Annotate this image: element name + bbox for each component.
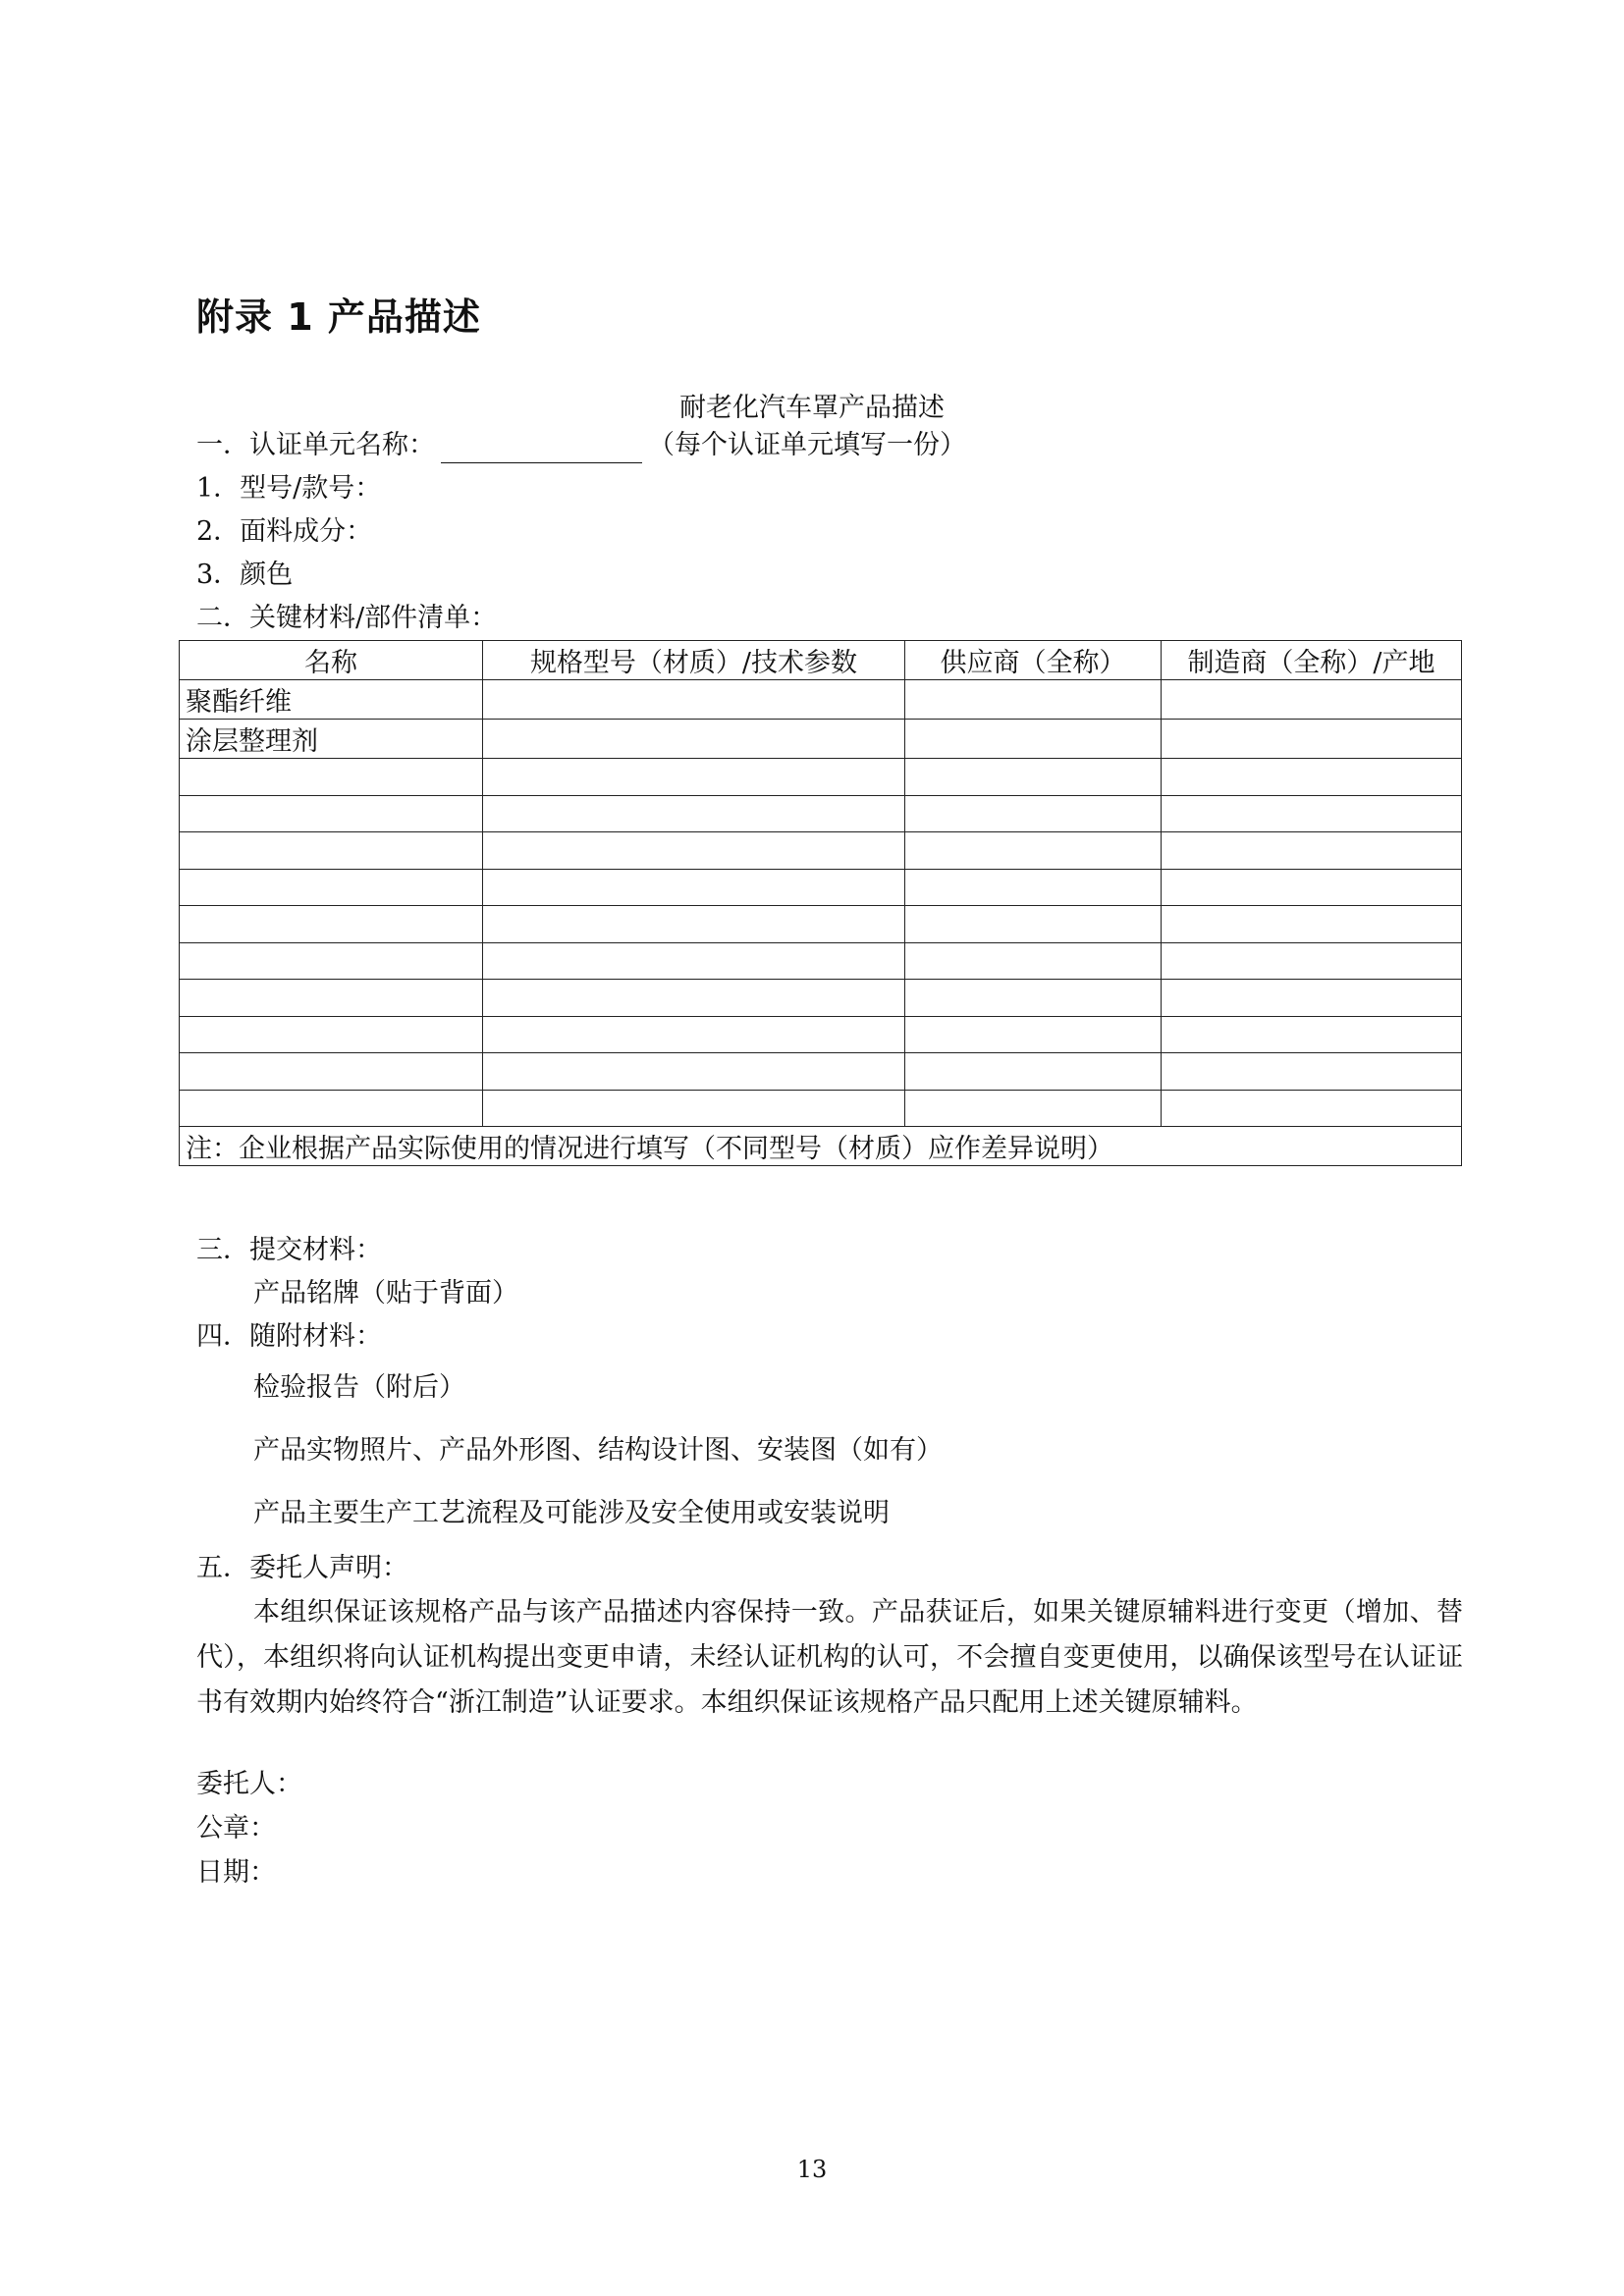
table-row <box>180 1053 1462 1091</box>
table-cell[interactable] <box>905 942 1162 980</box>
item-color: 3．颜色 <box>196 560 294 590</box>
table-cell[interactable] <box>905 980 1162 1017</box>
table-cell[interactable] <box>180 1090 483 1127</box>
table-cell[interactable] <box>1162 942 1462 980</box>
table-row <box>180 720 1462 759</box>
table-cell[interactable] <box>483 759 905 796</box>
header-spec: 规格型号（材质）/技术参数 <box>483 641 905 680</box>
section1-note: （每个认证单元填写一份） <box>648 430 966 460</box>
table-row <box>180 869 1462 906</box>
table-cell[interactable] <box>180 1053 483 1091</box>
item-model: 1．型号/款号： <box>196 473 382 504</box>
table-cell[interactable] <box>1162 1090 1462 1127</box>
table-row <box>180 680 1462 720</box>
table-cell[interactable] <box>180 832 483 870</box>
table-cell[interactable] <box>483 680 905 720</box>
section4-label: 四．随附材料： <box>196 1321 382 1352</box>
table-cell[interactable]: 涂层整理剂 <box>180 720 483 759</box>
table-cell[interactable] <box>1162 1053 1462 1091</box>
signature-client: 委托人： <box>196 1769 302 1799</box>
table-row <box>180 832 1462 870</box>
table-cell[interactable] <box>483 832 905 870</box>
table-cell[interactable] <box>483 869 905 906</box>
table-cell[interactable] <box>1162 869 1462 906</box>
table-cell[interactable] <box>180 795 483 832</box>
materials-table <box>179 640 1462 1166</box>
table-row <box>180 1090 1462 1127</box>
unit-name-blank[interactable] <box>441 437 642 463</box>
table-cell[interactable] <box>1162 980 1462 1017</box>
table-cell[interactable] <box>1162 759 1462 796</box>
table-cell[interactable] <box>905 680 1162 720</box>
section1-label: 一．认证单元名称： <box>196 430 435 460</box>
table-cell[interactable] <box>180 942 483 980</box>
table-cell[interactable] <box>483 720 905 759</box>
attachment-item-2: 产品实物照片、产品外形图、结构设计图、安装图（如有） <box>253 1435 943 1466</box>
table-cell[interactable] <box>180 906 483 943</box>
table-cell[interactable] <box>1162 720 1462 759</box>
header-name: 名称 <box>180 641 483 680</box>
table-cell[interactable] <box>1162 906 1462 943</box>
appendix-heading: 附录 1 产品描述 <box>196 295 481 339</box>
table-row <box>180 759 1462 796</box>
declaration-statement: 本组织保证该规格产品与该产品描述内容保持一致。产品获证后，如果关键原辅料进行变更（增加、替代），本组织将向认证机构提出变更申请，未经认证机构的认可，不会擅自变更使用，以确保该型号在认证证书有效期内始终符合“浙江制造”认证要求。本组织保证该规格产品只配用上述关键原辅料。 <box>196 1597 1463 1718</box>
table-cell[interactable] <box>180 980 483 1017</box>
table-cell[interactable] <box>905 759 1162 796</box>
table-cell[interactable] <box>483 795 905 832</box>
document-title: 耐老化汽车罩产品描述 <box>679 393 945 423</box>
table-cell[interactable] <box>1162 795 1462 832</box>
table-cell[interactable] <box>180 759 483 796</box>
table-cell[interactable] <box>905 832 1162 870</box>
signature-date: 日期： <box>196 1857 276 1888</box>
table-cell[interactable] <box>905 1053 1162 1091</box>
table-cell[interactable] <box>905 795 1162 832</box>
header-supplier: 供应商（全称） <box>905 641 1162 680</box>
item-fabric: 2．面料成分： <box>196 516 373 547</box>
table-row <box>180 980 1462 1017</box>
table-cell[interactable] <box>905 1016 1162 1053</box>
table-cell[interactable] <box>180 1016 483 1053</box>
attachment-item-1: 检验报告（附后） <box>253 1372 465 1403</box>
page-number: 13 <box>796 2156 828 2183</box>
table-cell[interactable] <box>1162 1016 1462 1053</box>
section1-line <box>196 428 966 463</box>
table-cell[interactable] <box>905 869 1162 906</box>
section5-label: 五．委托人声明： <box>196 1553 408 1583</box>
table-cell[interactable] <box>180 869 483 906</box>
table-note-row <box>180 1127 1462 1166</box>
table-header-row <box>180 641 1462 680</box>
header-manufacturer: 制造商（全称）/产地 <box>1162 641 1462 680</box>
section2-label: 二．关键材料/部件清单： <box>196 603 498 633</box>
table-cell[interactable] <box>905 720 1162 759</box>
table-cell[interactable] <box>1162 680 1462 720</box>
table-cell[interactable] <box>483 1053 905 1091</box>
table-row <box>180 906 1462 943</box>
table-cell[interactable] <box>483 906 905 943</box>
table-cell[interactable] <box>483 942 905 980</box>
section3-label: 三．提交材料： <box>196 1235 382 1265</box>
attachment-item-3: 产品主要生产工艺流程及可能涉及安全使用或安装说明 <box>253 1498 890 1528</box>
table-row <box>180 1016 1462 1053</box>
table-cell[interactable] <box>483 980 905 1017</box>
table-note: 注：企业根据产品实际使用的情况进行填写（不同型号（材质）应作差异说明） <box>180 1127 1462 1166</box>
table-cell[interactable]: 聚酯纤维 <box>180 680 483 720</box>
table-cell[interactable] <box>905 906 1162 943</box>
table-row <box>180 795 1462 832</box>
table-cell[interactable] <box>483 1016 905 1053</box>
table-cell[interactable] <box>1162 832 1462 870</box>
table-row <box>180 942 1462 980</box>
section3-content: 产品铭牌（贴于背面） <box>253 1278 518 1308</box>
table-cell[interactable] <box>905 1090 1162 1127</box>
table-cell[interactable] <box>483 1090 905 1127</box>
signature-seal: 公章： <box>196 1813 276 1843</box>
